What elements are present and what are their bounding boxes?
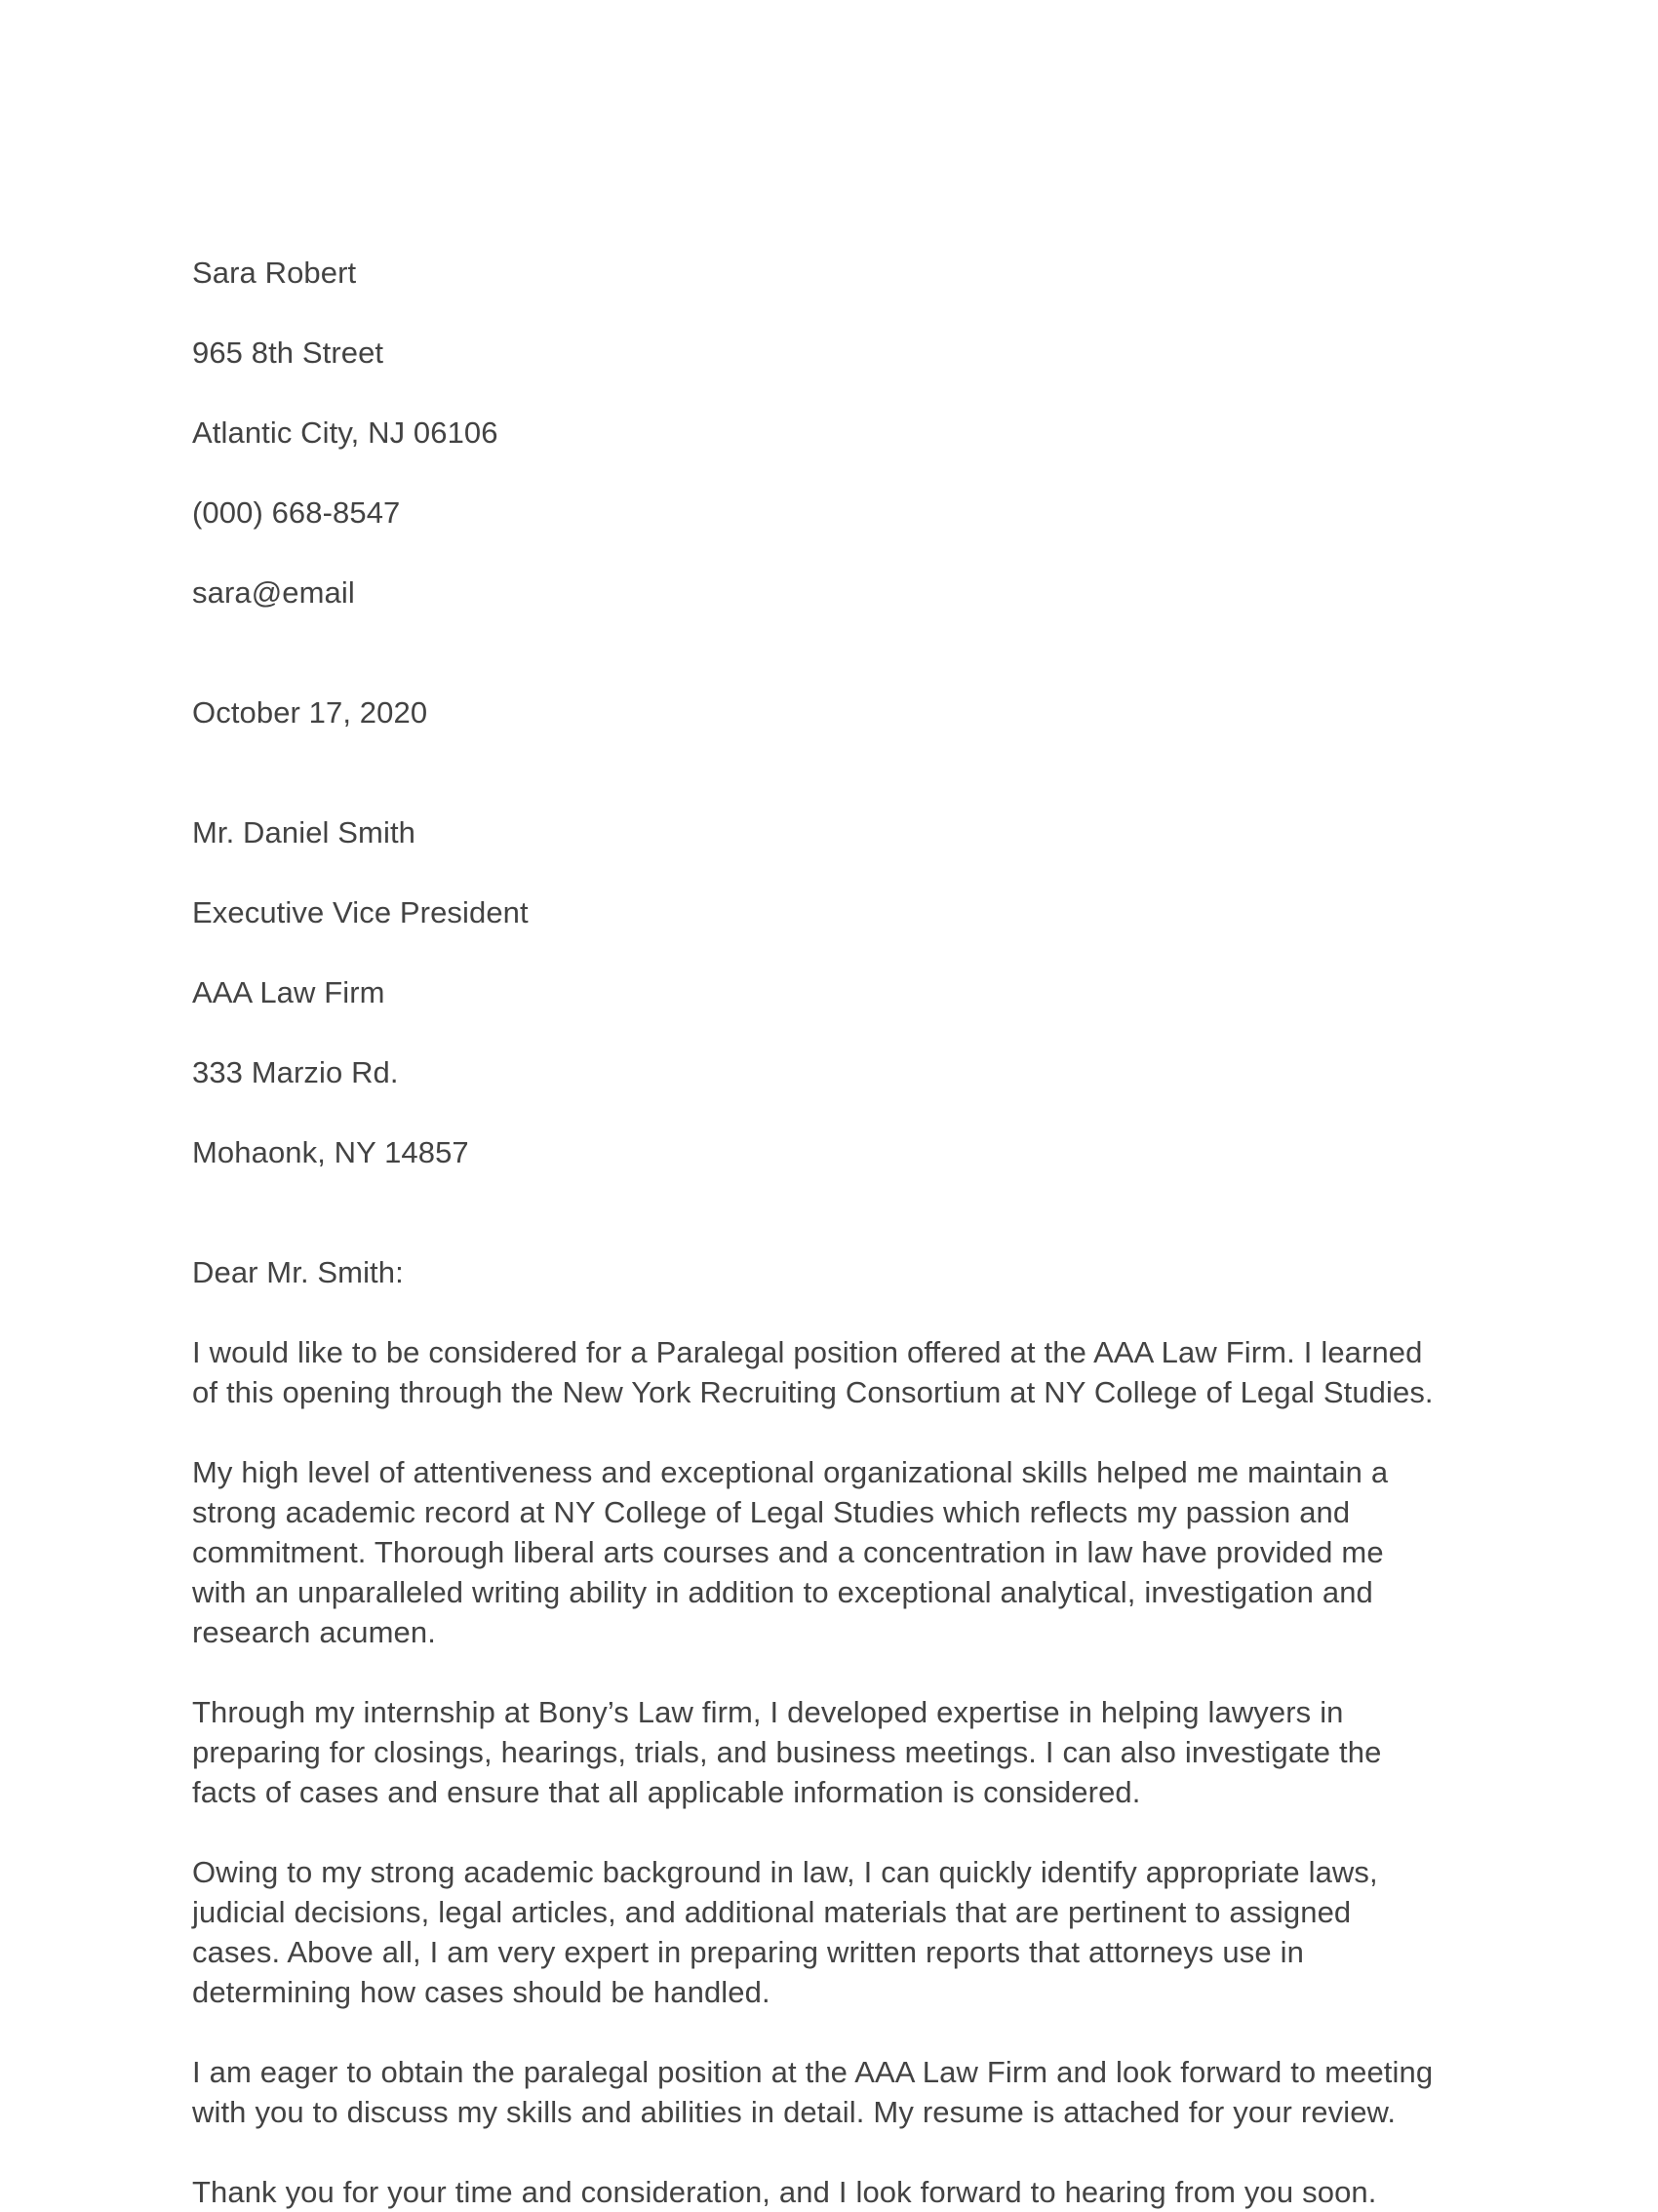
spacer-after-date: [192, 732, 1436, 772]
body-paragraph: I would like to be considered for a Paralegal position offered at the AAA Law Firm. I learned of this opening through the New York Recruiting Consortium at NY College of Legal Studies.: [192, 1335, 1434, 1409]
spacer-paragraph: [192, 2012, 1436, 2052]
sender-phone: (000) 668-8547: [192, 495, 401, 530]
sender-email: sara@email: [192, 575, 355, 610]
sender-address-block: [192, 213, 1436, 652]
spacer-paragraph: [192, 1812, 1436, 1852]
recipient-company: AAA Law Firm: [192, 975, 385, 1009]
body-paragraph: Thank you for your time and consideration, and I look forward to hearing from you soon.: [192, 2175, 1377, 2209]
recipient-title: Executive Vice President: [192, 895, 529, 929]
recipient-city-state-zip: Mohaonk, NY 14857: [192, 1135, 469, 1169]
letter-date: October 17, 2020: [192, 695, 428, 730]
body-paragraph: My high level of attentiveness and exceptional organizational skills helped me maintain a strong academic record at NY College of Legal Studies which reflects my passion and commitment. Thorough liberal arts courses and a concentration in law have provided me with an unparalleled writing ability in addition to exceptional analytical, investigation and research acumen.: [192, 1455, 1389, 1649]
sender-city-state-zip: Atlantic City, NJ 06106: [192, 415, 498, 450]
body-paragraph: Owing to my strong academic background in law, I can quickly identify appropriate laws, judicial decisions, legal articles, and additional materials that are pertinent to assigned cases. Above all, I am very expert in preparing written reports that attorneys use in determining how cases should be handled.: [192, 1855, 1378, 2009]
sender-street: 965 8th Street: [192, 336, 384, 370]
body-paragraph: I am eager to obtain the paralegal position at the AAA Law Firm and look forward to meeting with you to discuss my skills and abilities in detail. My resume is attached for your review.: [192, 2055, 1434, 2129]
letter-body: [192, 213, 1436, 2212]
recipient-address-block: [192, 772, 1436, 1212]
spacer-after-recipient: [192, 1212, 1436, 1252]
recipient-name: Mr. Daniel Smith: [192, 815, 415, 849]
sender-name: Sara Robert: [192, 256, 357, 290]
salutation: Dear Mr. Smith:: [192, 1255, 404, 1289]
spacer-after-salutation: [192, 1292, 1436, 1332]
spacer-paragraph: [192, 2132, 1436, 2172]
recipient-street: 333 Marzio Rd.: [192, 1055, 399, 1089]
spacer-paragraph: [192, 1652, 1436, 1692]
spacer-paragraph: [192, 1412, 1436, 1452]
body-paragraph: Through my internship at Bony’s Law firm, I developed expertise in helping lawyers in preparing for closings, hearings, trials, and business meetings. I can also investigate the facts of cases and ensure that all applicable information is considered.: [192, 1695, 1382, 1809]
spacer-after-sender: [192, 652, 1436, 692]
